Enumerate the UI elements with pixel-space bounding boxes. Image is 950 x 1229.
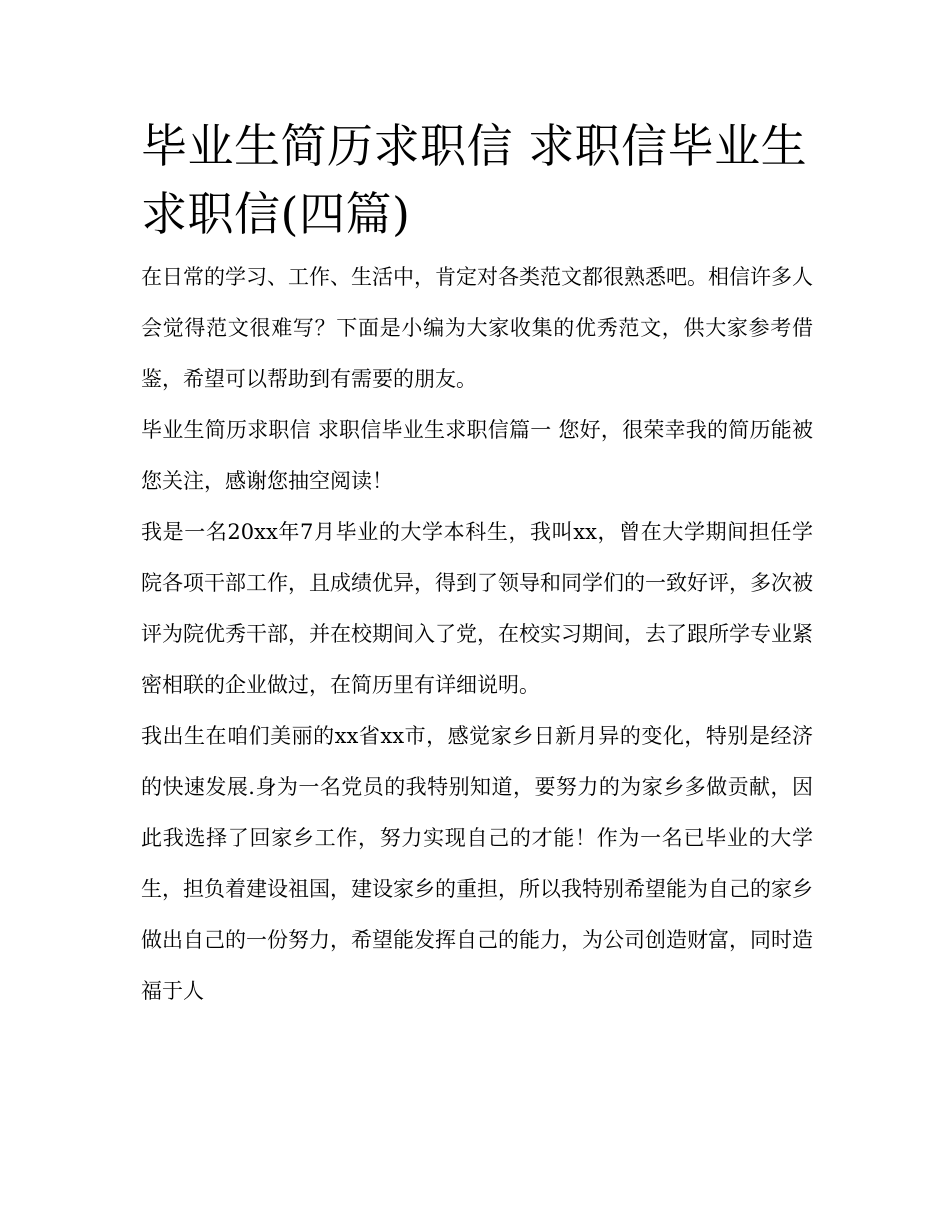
paragraph-self-introduction: 我是一名20xx年7月毕业的大学本科生，我叫xx，曾在大学期间担任学院各项干部工作，且成绩优异，得到了领导和同学们的一致好评，多次被评为院优秀干部，并在校期间入了党，在校实习期间，去了跟所学专业紧密相联的企业做过，在简历里有详细说明。 (141, 520, 813, 697)
paragraph-greeting: 毕业生简历求职信 求职信毕业生求职信篇一 您好，很荣幸我的简历能被您关注，感谢您抽空阅读！ (141, 418, 813, 493)
document-content (141, 112, 813, 1017)
paragraph-intro: 在日常的学习、工作、生活中，肯定对各类范文都很熟悉吧。相信许多人会觉得范文很难写？下面是小编为大家收集的优秀范文，供大家参考借鉴，希望可以帮助到有需要的朋友。 (141, 265, 813, 391)
document-title: 毕业生简历求职信 求职信毕业生求职信(四篇) (141, 119, 808, 241)
paragraph-hometown: 我出生在咱们美丽的xx省xx市，感觉家乡日新月异的变化，特别是经济的快速发展.身为一名党员的我特别知道，要努力的为家乡多做贡献，因此我选择了回家乡工作，努力实现自己的才能！作为一名已毕业的大学生，担负着建设祖国，建设家乡的重担，所以我特别希望能为自己的家乡做出自己的一份努力，希望能发挥自己的能力，为公司创造财富，同时造福于人 (141, 724, 813, 1003)
